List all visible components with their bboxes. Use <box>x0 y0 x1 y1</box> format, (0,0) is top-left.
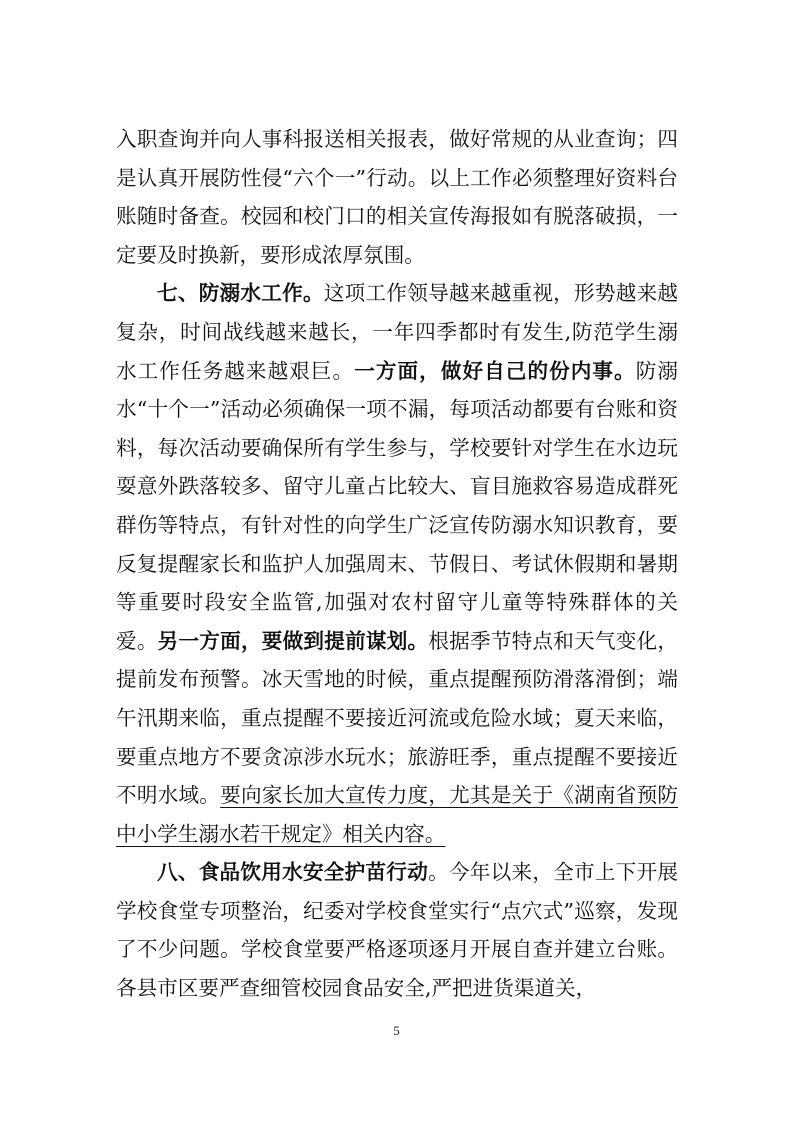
bold-phrase-other-hand: 另一方面，要做到提前谋划。 <box>157 628 429 653</box>
text-segment: 防溺水“十个一”活动必须确保一项不漏，每项活动都要有台账和资料，每次活动要确保所有学生参与，学校要针对学生在水边玩耍意外跌落较多、留守儿童占比较大、盲目施救容易造成群死群伤等特点，有针对性的向学生广泛宣传防溺水知识教育，要反复提醒家长和监护人加强周末、节假日、考试休假期和暑期等重要时段安全监管,加强对农村留守儿童等特殊群体的关爱。 <box>116 358 678 653</box>
text-segment: 入职查询并向人事科报送相关报表，做好常规的从业查询；四是认真开展防性侵“六个一”行动。以上工作必须整理好资料台账随时备查。校园和校门口的相关宣传海报如有脱落破损，一定要及时换新，要形成浓厚氛围。 <box>116 127 678 267</box>
bold-phrase-one-hand: 一方面，做好自己的份内事。 <box>354 358 636 383</box>
text-segment: 这项工作领导越来越重视，形势越来越复杂，时间战线越来越长，一年四季都时有发生,防范学生溺水工作任务越来越艰巨。 <box>116 281 679 383</box>
text-segment: 。今年以来，全市上下开展学校食堂专项整治，纪委对学校食堂实行“点穴式”巡察，发现了不少问题。学校食堂要严格逐项逐月开展自查并建立台账。各县市区要严查细管校园食品安全,严把进货渠道关， <box>116 860 679 1001</box>
underlined-phrase: 要向家长加大宣传力度，尤其是关于《湖南省预防中小学生溺水若干规定》相关内容。 <box>116 783 679 846</box>
page-number: 5 <box>393 1023 400 1038</box>
paragraph-continued <box>116 120 678 274</box>
section-heading-drowning: 七、防溺水工作。 <box>157 281 324 306</box>
section-heading-food-safety: 八、食品饮用水安全护苗行动 <box>157 860 429 885</box>
text-segment: 根据季节特点和天气变化，提前发布预警。冰天雪地的时候，重点提醒预防滑落滑倒；端午汛期来临，重点提醒不要接近河流或危险水域；夏天来临，要重点地方不要贪凉涉水玩水；旅游旺季，重点提醒不要接近不明水域。 <box>116 628 679 808</box>
paragraph-food-safety <box>116 853 678 1007</box>
document-body <box>116 120 678 1008</box>
paragraph-drowning-prevention <box>116 274 678 853</box>
